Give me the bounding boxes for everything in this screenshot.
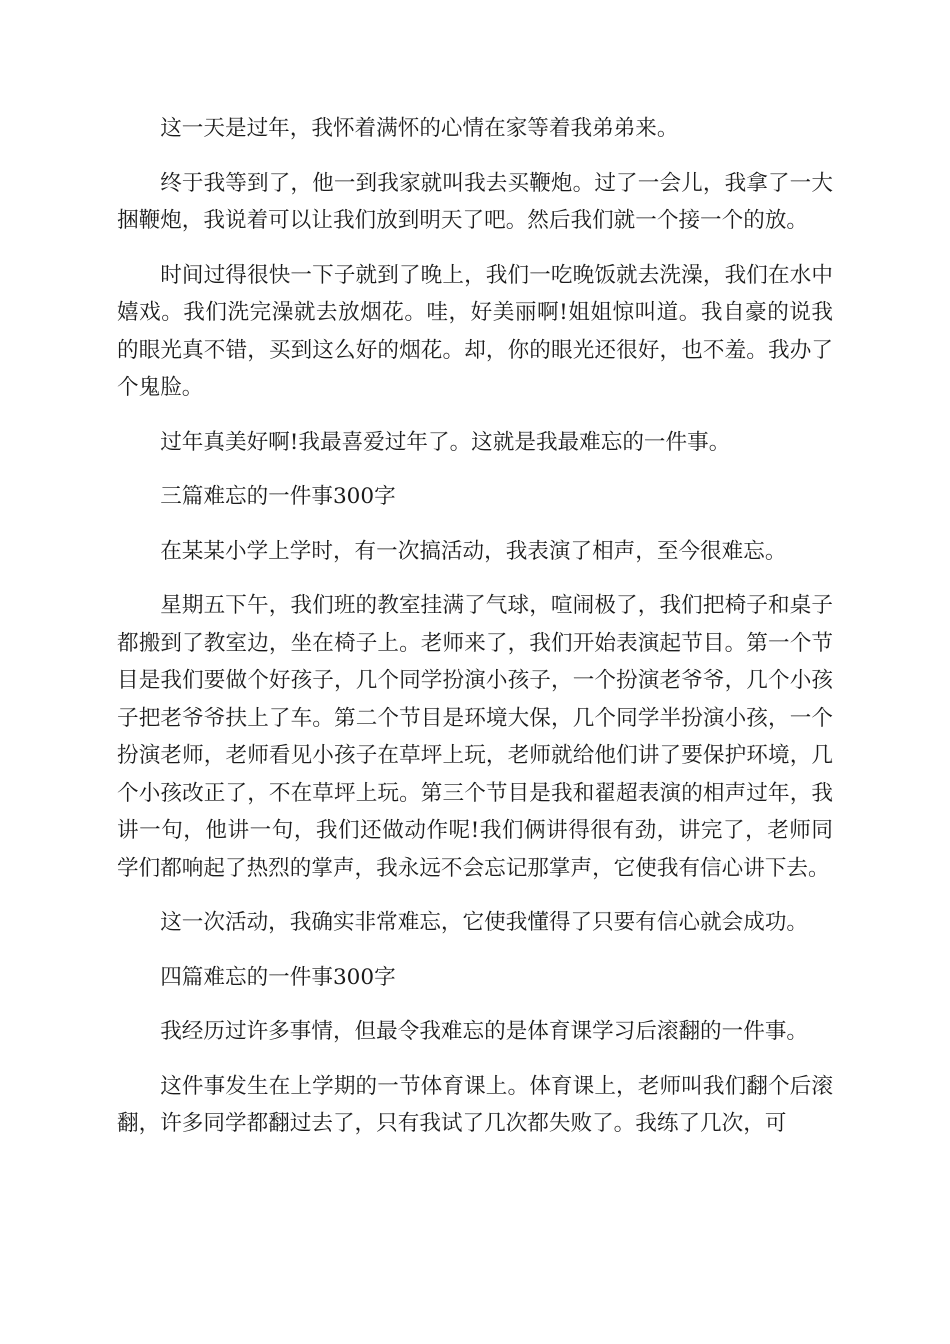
paragraph: 这一天是过年，我怀着满怀的心情在家等着我弟弟来。: [160, 116, 679, 141]
paragraph: 星期五下午，我们班的教室挂满了气球，喧闹极了，我们把椅子和桌子都搬到了教室边，坐在椅子上。老师来了，我们开始表演起节目。第一个节目是我们要做个好孩子，几个同学扮演小孩子，一个扮演老爷爷，几个小孩子把老爷爷扶上了车。第二个节目是环境大保，几个同学半扮演小孩，一个扮演老师，老师看见小孩子在草坪上玩，老师就给他们讲了要保护环境，几个小孩改正了，不在草坪上玩。第三个节目是我和翟超表演的相声过年，我讲一句，他讲一句，我们还做动作呢!我们俩讲得很有劲，讲完了，老师同学们都响起了热烈的掌声，我永远不会忘记那掌声，它使我有信心讲下去。: [117, 593, 833, 881]
paragraph: 过年真美好啊!我最喜爱过年了。这就是我最难忘的一件事。: [160, 429, 731, 455]
paragraph: 时间过得很快一下子就到了晚上，我们一吃晚饭就去洗澡，我们在水中嬉戏。我们洗完澡就去放烟花。哇，好美丽啊!姐姐惊叫道。我自豪的说我的眼光真不错，买到这么好的烟花。却，你的眼光还很好，也不羞。我办了个鬼脸。: [117, 262, 833, 400]
paragraph: 这一次活动，我确实非常难忘，它使我懂得了只要有信心就会成功。: [160, 910, 809, 935]
paragraph: 我经历过许多事情，但最令我难忘的是体育课学习后滚翻的一件事。: [160, 1019, 809, 1044]
section-heading: 四篇难忘的一件事300字: [160, 964, 396, 990]
paragraph: 在某某小学上学时，有一次搞活动，我表演了相声，至今很难忘。: [160, 538, 787, 564]
section-heading: 三篇难忘的一件事300字: [160, 484, 396, 509]
document-body: [117, 110, 833, 1160]
paragraph: 终于我等到了，他一到我家就叫我去买鞭炮。过了一会儿，我拿了一大捆鞭炮，我说着可以让我们放到明天了吧。然后我们就一个接一个的放。: [117, 170, 833, 233]
paragraph: 这件事发生在上学期的一节体育课上。体育课上，老师叫我们翻个后滚翻，许多同学都翻过去了，只有我试了几次都失败了。我练了几次，可: [117, 1073, 833, 1136]
